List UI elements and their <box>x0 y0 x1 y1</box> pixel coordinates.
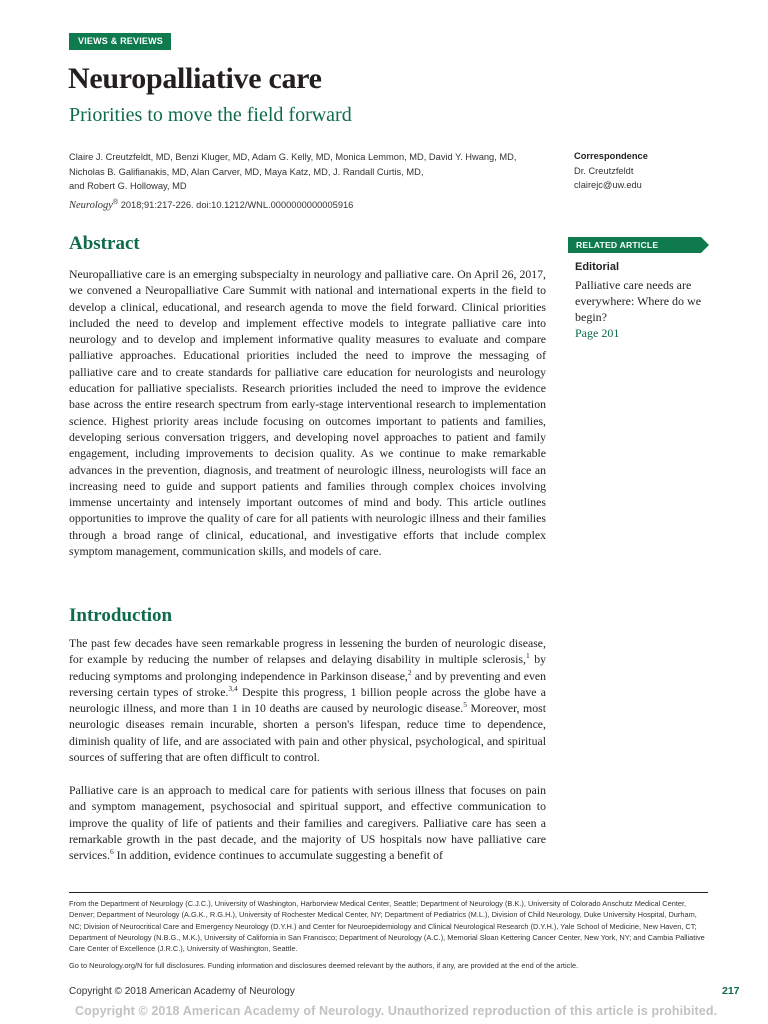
article-title: Neuropalliative care <box>68 62 322 95</box>
introduction-paragraph-2: Palliative care is an approach to medical care for patients with serious illness that focuses on pain and symptom management, psychosocial and spiritual support, and effective communication to improve the quality of life of patients and their families and caregivers. Palliative care has seen a remarkable growth in the past decade, and the majority of US hospitals now have palliative care services.$^6$ In addition, evidence continues to accumulate suggesting a benefit of <box>69 783 546 863</box>
editorial-page-link[interactable]: Page 201 <box>575 326 620 340</box>
author-line: Claire J. Creutzfeldt, MD, Benzi Kluger, MD, Adam G. Kelly, MD, Monica Lemmon, MD, David Y. Hwang, MD, <box>69 152 517 162</box>
introduction-heading: Introduction <box>69 605 173 626</box>
correspondence-email[interactable]: clairejc@uw.edu <box>574 180 642 191</box>
copyright-line: Copyright © 2018 American Academy of Neurology <box>69 986 295 997</box>
page-number: 217 <box>722 985 740 997</box>
footnote-divider <box>69 892 708 893</box>
author-list <box>69 150 559 194</box>
reference-marker[interactable]: 3,4 <box>228 683 238 693</box>
reference-marker[interactable]: 6 <box>109 847 114 857</box>
registered-mark: ® <box>112 199 119 206</box>
abstract-text: Neuropalliative care is an emerging subspecialty in neurology and palliative care. On April 26, 2017, we convened a Neuropalliative Care Summit with national and international experts in the field to develop a clinical, educational, and research agenda to move the field forward. Clinical priorities included the need to develop and implement effective models to integrate palliative care into neurology and to develop and implement informative quality measures to evaluate and compare palliative approaches. Educational priorities included the need to improve the messaging of palliative care and to create standards for palliative care education for neurologists and neurology education for palliative specialists. Research priorities included the need to improve the evidence base across the entire research spectrum from early-stage interventional research to implementation science. Highest priority areas include focusing on outcomes important to patients and families, developing serious conversation triggers, and developing novel approaches to patient and family engagement, including improvements to decision quality. As we continue to make remarkable advances in the prevention, diagnosis, and treatment of neurologic illness, neurologists will face an increasing need to guide and support patients and families through complex choices involving immense uncertainty and intensely important outcomes of mind and body. This article outlines opportunities to improve the quality of care for all patients with neurologic illness and their families through a broad range of clinical, educational, and investigative efforts that include complex symptom management, communication skills, and models of care. <box>69 267 546 559</box>
editorial-title[interactable]: Palliative care needs are everywhere: Where do we begin? <box>575 278 702 325</box>
related-article-banner <box>568 237 709 253</box>
related-article-label: RELATED ARTICLE <box>576 240 659 250</box>
journal-name: Neurology <box>69 200 113 212</box>
reference-marker[interactable]: 1 <box>525 651 530 661</box>
reference-marker[interactable]: 2 <box>407 667 412 677</box>
copyright-watermark: Copyright © 2018 American Academy of Neurology. Unauthorized reproduction of this article is prohibited. <box>75 1004 718 1018</box>
disclosure-note: Go to Neurology.org/N for full disclosures. Funding information and disclosures deemed relevant by the authors, if any, are provided at the end of the article. <box>69 961 579 970</box>
correspondence-heading: Correspondence <box>574 151 648 161</box>
author-line: and Robert G. Holloway, MD <box>69 181 187 192</box>
correspondence-block <box>574 149 648 193</box>
author-line: Nicholas B. Galifianakis, MD, Alan Carver, MD, Maya Katz, MD, J. Randall Curtis, MD, <box>69 166 424 177</box>
citation <box>69 199 353 211</box>
section-badge: VIEWS & REVIEWS <box>69 33 171 50</box>
reference-marker[interactable]: 5 <box>463 700 467 710</box>
abstract-heading: Abstract <box>69 233 140 254</box>
introduction-paragraph-1: The past few decades have seen remarkable progress in lessening the burden of neurologic disease, for example by reducing the number of relapses and delaying disability in multiple sclerosis,$^1$ by reducing symptoms and prolonging independence in Parkinson disease,$^2$ and by preventing and even reversing certain types of stroke.$^{3,4}$ Despite this progress, 1 billion people across the globe have a neurologic illness, and more than 1 in 10 deaths are caused by neurologic disease.$^5$ Moreover, most neurologic diseases remain incurable, shorten a person's lifespan, reduce time to dependence, diminish quality of life, and are associated with pain and other physical, psychological, and spiritual sources of suffering that are often difficult to control. <box>69 636 546 765</box>
citation-details: 2018;91:217-226. doi:10.1212/WNL.0000000000005916 <box>118 200 354 211</box>
editorial-heading: Editorial <box>575 261 620 273</box>
author-affiliations: From the Department of Neurology (C.J.C.), University of Washington, Harborview Medical Center, Seattle; Department of Neurology (B.K.), University of Colorado Anschutz Medical Center, Denver; Department of Neurology (A.G.K., R.G.H.), University of Rochester Medical Center, NY; Department of Pediatrics (M.L.), Division of Child Neurology, Duke University Hospital, Durham, NC; Division of Neurocritical Care and Emergency Neurology (D.Y.H.) and Center for Neuroepidemiology and Clinical Neurological Research (D.Y.H.), Yale School of Medicine, New Haven, CT; Department of Neurology (N.B.G., M.K.), University of California in San Francisco; Department of Neurology (A.C.), Memorial Sloan Kettering Cancer Center, New York, NY; and Cambia Palliative Care Center of Excellence (J.R.C.), University of Washington, Seattle. <box>69 899 705 954</box>
correspondence-name: Dr. Creutzfeldt <box>574 165 634 176</box>
article-subtitle: Priorities to move the field forward <box>69 104 352 126</box>
